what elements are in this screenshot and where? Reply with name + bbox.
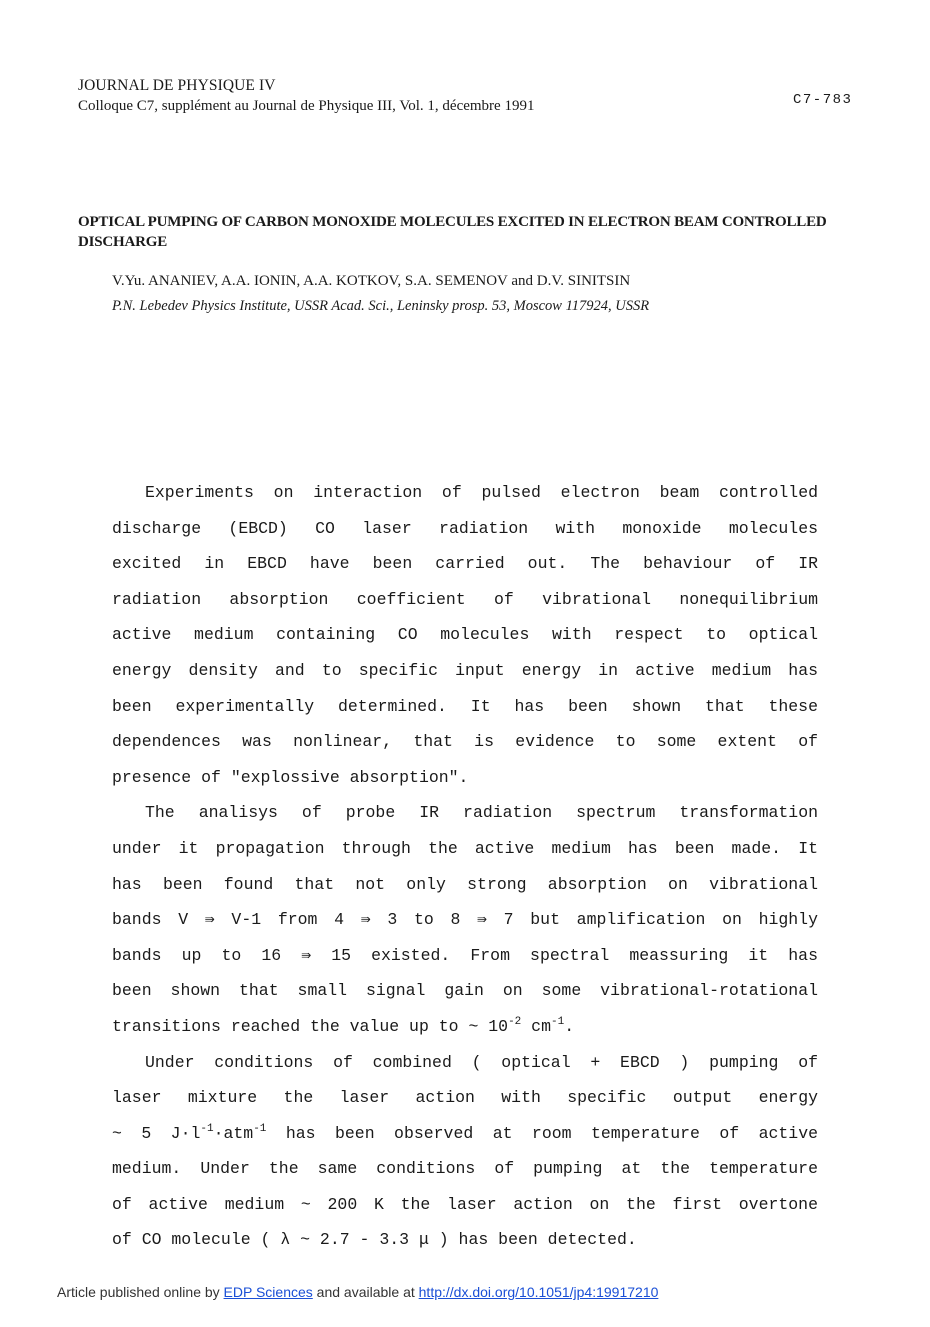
body-line: Experiments on interaction of pulsed electron beam controlled: [145, 483, 818, 502]
superscript: -1: [253, 1122, 267, 1135]
body-line: energy density and to specific input energy in active medium has: [112, 660, 818, 680]
body-line: Under conditions of combined ( optical + EBCD ) pumping of: [145, 1052, 818, 1072]
text-run: cm: [521, 1016, 551, 1036]
body-line: presence of "explossive absorption".: [112, 767, 469, 787]
body-line: of CO molecule ( λ ~ 2.7 - 3.3 μ ) has been detected.: [112, 1230, 637, 1250]
body-line: under it propagation through the active medium has been made. It: [112, 838, 818, 858]
journal-name: JOURNAL DE PHYSIQUE IV: [78, 77, 276, 94]
publisher-link[interactable]: EDP Sciences: [223, 1284, 313, 1300]
abstract-body: [112, 482, 818, 1265]
body-line: bands V ⇛ V-1 from 4 ⇛ 3 to 8 ⇛ 7 but amplification on highly: [112, 910, 818, 930]
body-line: medium. Under the same conditions of pumping at the temperature: [112, 1159, 818, 1179]
body-line: active medium containing CO molecules with respect to optical: [112, 625, 818, 645]
body-line: radiation absorption coefficient of vibrational nonequilibrium: [112, 589, 818, 609]
superscript: -1: [551, 1015, 565, 1028]
text-run: ~ 5 J·l: [112, 1123, 201, 1143]
body-line: discharge (EBCD) CO laser radiation with monoxide molecules: [112, 518, 818, 538]
text-run: has been observed at room temperature of active: [266, 1123, 818, 1143]
body-line: dependences was nonlinear, that is evidence to some extent of: [112, 732, 818, 752]
body-line: excited in EBCD have been carried out. The behaviour of IR: [112, 554, 818, 574]
body-line: bands up to 16 ⇛ 15 existed. From spectral meassuring it has: [112, 945, 818, 965]
body-line: The analisys of probe IR radiation spectrum transformation: [145, 803, 818, 823]
superscript: -1: [200, 1122, 214, 1135]
body-line-gain: [112, 1016, 818, 1052]
page-number: C7-783: [793, 92, 853, 108]
footer: [57, 1284, 658, 1300]
paper-title: OPTICAL PUMPING OF CARBON MONOXIDE MOLECULES EXCITED IN ELECTRON BEAM CONTROLLED DISCHARGE: [78, 214, 827, 250]
text-run: transitions reached the value up to ~ 10: [112, 1016, 509, 1036]
doi-link[interactable]: http://dx.doi.org/10.1051/jp4:19917210: [418, 1284, 659, 1300]
footer-middle: and available at: [316, 1284, 415, 1300]
text-run: ·atm: [213, 1123, 254, 1143]
colloque-line: Colloque C7, supplément au Journal de Physique III, Vol. 1, décembre 1991: [78, 98, 535, 114]
body-line: has been found that not only strong absorption on vibrational: [112, 874, 818, 894]
authors: V.Yu. ANANIEV, A.A. IONIN, A.A. KOTKOV, S.A. SEMENOV and D.V. SINITSIN: [112, 273, 631, 289]
footer-prefix: Article published online by: [57, 1284, 220, 1300]
affiliation: P.N. Lebedev Physics Institute, USSR Acad. Sci., Leninsky prosp. 53, Moscow 117924, USSR: [112, 298, 650, 314]
body-line: laser mixture the laser action with specific output energy: [112, 1088, 818, 1108]
body-line-units: [112, 1123, 818, 1159]
body-line: been shown that small signal gain on some vibrational-rotational: [112, 981, 818, 1001]
text-run: .: [564, 1016, 575, 1036]
body-line: of active medium ~ 200 K the laser action on the first overtone: [112, 1194, 818, 1214]
superscript: -2: [508, 1015, 522, 1028]
body-line: been experimentally determined. It has been shown that these: [112, 696, 818, 716]
journal-header: [78, 76, 534, 116]
